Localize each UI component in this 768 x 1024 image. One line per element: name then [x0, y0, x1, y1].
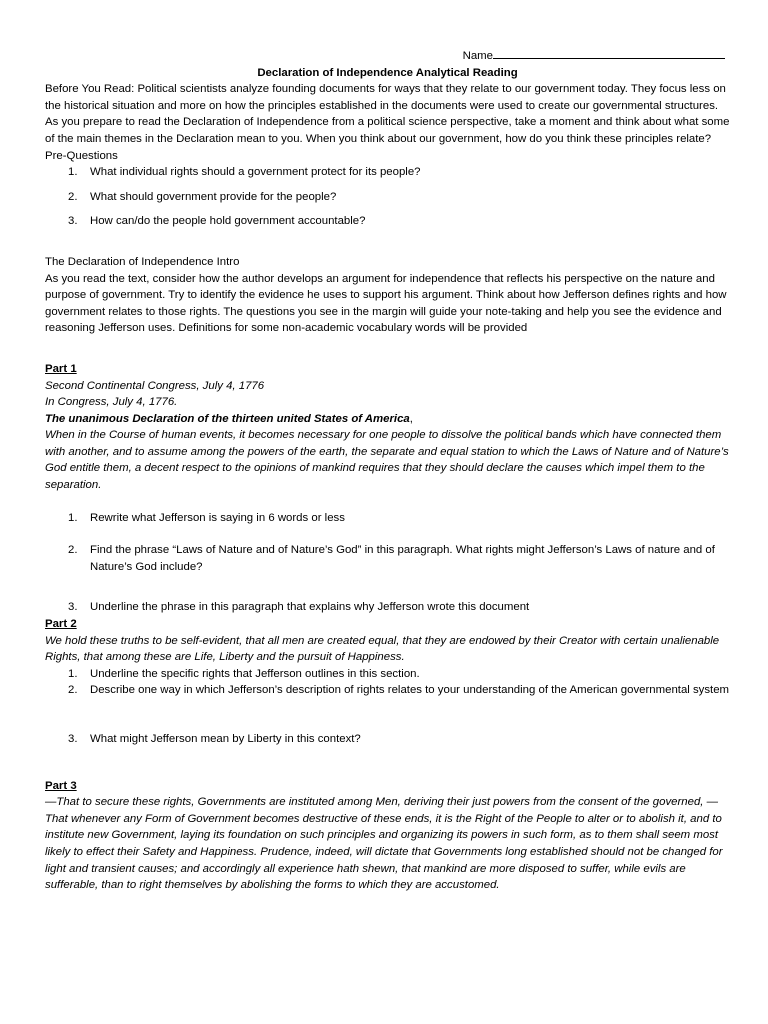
name-blank[interactable] [493, 46, 725, 59]
part1-passage: When in the Course of human events, it becomes necessary for one people to dissolve the political bands which have connected them with another, and to assume among the powers of the earth, the separate and equal station to which the Laws of Nature and of Nature’s God entitle them, a decent respect to the opinions of mankind requires that they should declare the causes which impel them to the separation. [45, 429, 729, 492]
list-item: 2. What should government provide for the people? [68, 190, 337, 203]
part3-heading: Part 3 [45, 779, 77, 792]
list-item: 3. Underline the phrase in this paragraph that explains why Jefferson wrote this document [68, 601, 530, 614]
intro-text: As you read the text, consider how the author develops an argument for independence that reflects his perspective on the nature and purpose of government. Try to identify the evidence he uses to support his argument. Think about how Jefferson defines rights and how government relates to those rights. The questions you see in the margin will guide your note-taking and help you see the evidence and reasoning Jefferson uses. Definitions for some non-academic vocabulary words will be provided [45, 272, 727, 335]
list-item: 3. How can/do the people hold government accountable? [68, 215, 366, 228]
part1-questions [45, 510, 730, 616]
part3-passage: —That to secure these rights, Governments are instituted among Men, deriving their just powers from the consent of the governed, —That whenever any Form of Government becomes destructive of these ends, it is the Right of the People to alter or to abolish it, and to institute new Government, laying its foundation on such principles and organizing its powers in such form, as to them shall seem most likely to effect their Safety and Happiness. Prudence, indeed, will dictate that Governments long established should not be changed for light and transient causes; and accordingly all experience hath shewn, that mankind are more disposed to suffer, while evils are sufferable, than to right themselves by abolishing the forms to which they are accustomed. [45, 796, 723, 892]
worksheet-page [45, 46, 730, 894]
page-title: Declaration of Independence Analytical Reading [257, 66, 518, 79]
pre-questions-heading: Pre-Questions [45, 149, 118, 162]
part1-line1: Second Continental Congress, July 4, 1776 [45, 379, 265, 392]
list-item: 2. Describe one way in which Jefferson’s description of rights relates to your understanding of the American governmental system [68, 684, 730, 697]
before-you-read-text: Before You Read: Political scientists analyze founding documents for ways that they relate to our government today. They focus less on the historical situation and more on how the principles established in the documents were used to create our governmental structures. As you prepare to read the Declaration of Independence from a political science perspective, take a moment and think about what some of the main themes in the Declaration mean to you. When you think about our government, how do you think these principles relate? [45, 83, 730, 145]
part1-line2: In Congress, July 4, 1776. [45, 396, 178, 409]
list-item: 1. Rewrite what Jefferson is saying in 6 words or less [68, 511, 345, 524]
part2-heading: Part 2 [45, 618, 77, 631]
name-label: Name [462, 50, 493, 62]
part2-passage: We hold these truths to be self-evident, that all men are created equal, that they are endowed by their Creator with certain unalienable Rights, that among these are Life, Liberty and the pursuit of Happiness. [45, 634, 720, 664]
pre-questions-list [45, 164, 730, 230]
list-item: 1. What individual rights should a government protect for its people? [68, 166, 421, 179]
part1-declaration-title: The unanimous Declaration of the thirteen united States of America, [45, 412, 413, 425]
part2-questions [45, 666, 730, 748]
list-item: 3. What might Jefferson mean by Liberty in this context? [68, 733, 361, 745]
list-item: 2. Find the phrase “Laws of Nature and of Nature’s God” in this paragraph. What rights might Jefferson’s Laws of nature and of Nature’s God include? [68, 544, 715, 573]
part1-heading: Part 1 [45, 362, 77, 375]
intro-heading: The Declaration of Independence Intro [45, 255, 240, 268]
name-line [45, 46, 730, 65]
list-item: 1. Underline the specific rights that Jefferson outlines in this section. [68, 667, 420, 680]
